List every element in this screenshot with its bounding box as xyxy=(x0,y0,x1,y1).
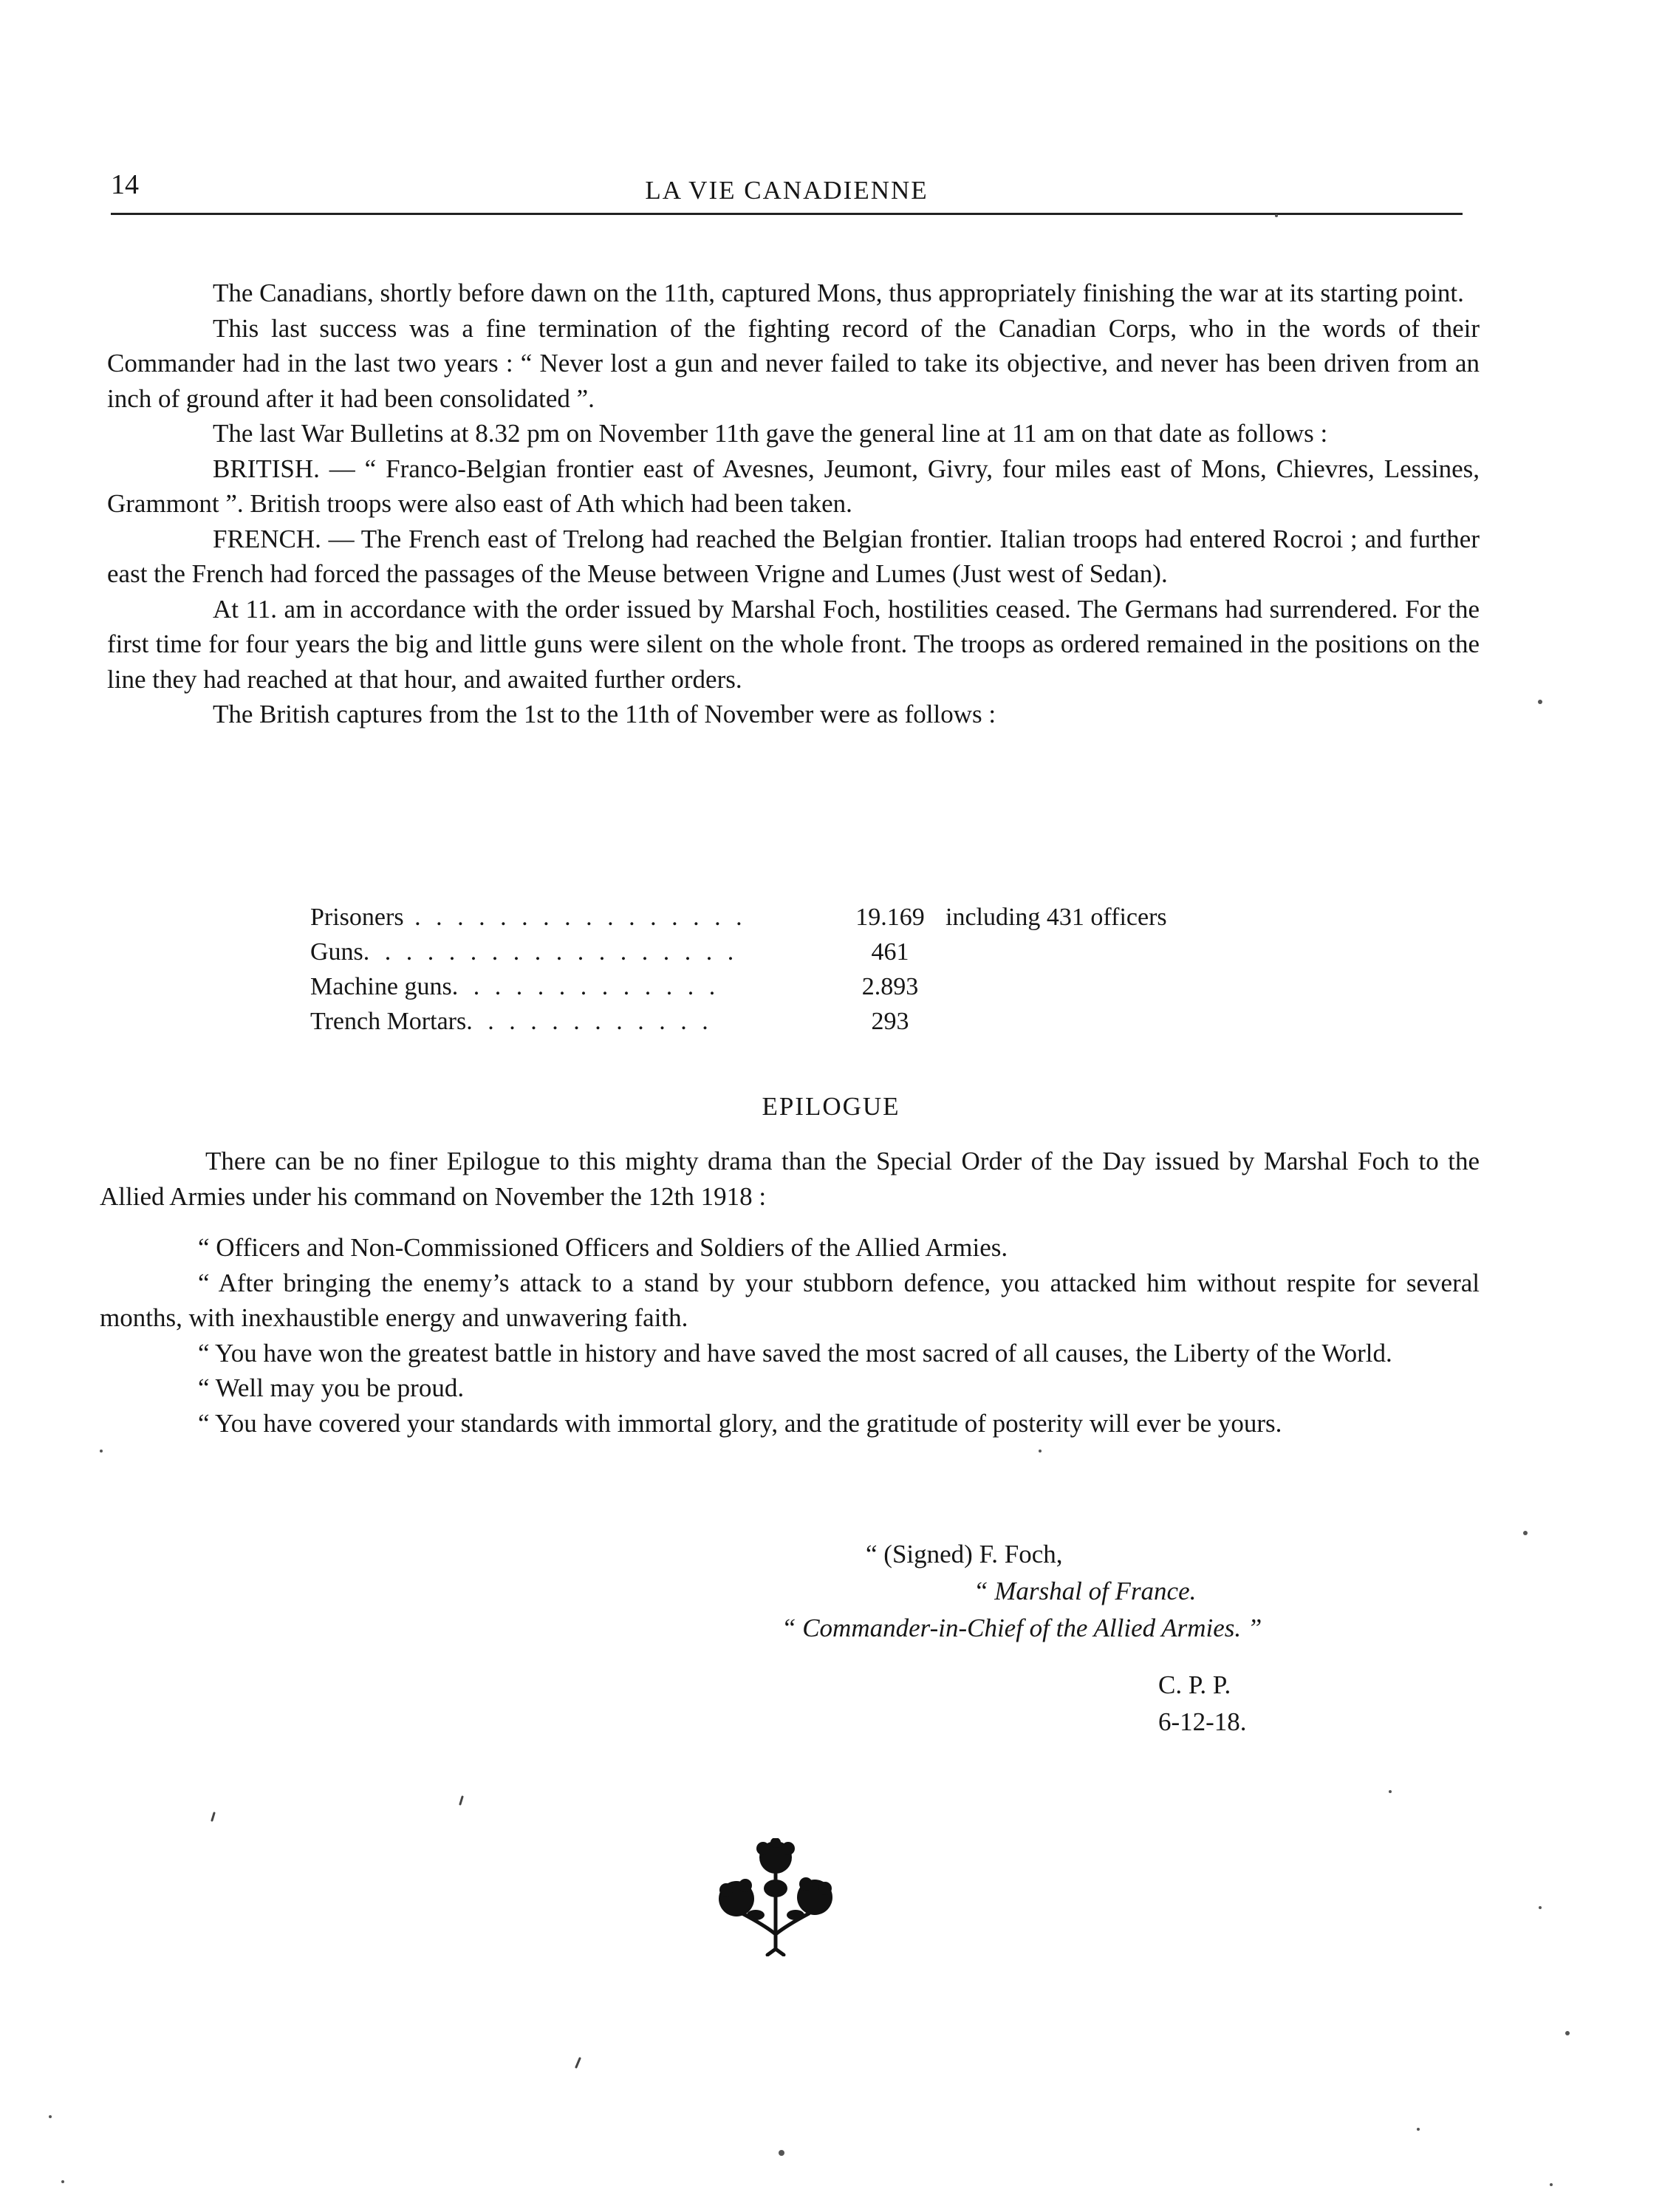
leader-dots: . . . . . . . . . . . . . . . . . . xyxy=(363,938,739,966)
order-quote-1: “ Officers and Non-Commissioned Officers and Soldiers of the Allied Armies. xyxy=(198,1233,1008,1262)
paragraph-canadian-corps: This last success was a fine termination of the fighting record of the Canadian Corps, who in the words of their Commander had in the last two years : “ Never lost a gun and never failed to take its objective, and never has been driven from an inch of ground after it had been consolidated ”. xyxy=(107,313,1480,413)
author-initials: C. P. P. xyxy=(1158,1670,1231,1699)
page-number: 14 xyxy=(111,169,139,200)
order-quote-2: “ After bringing the enemy’s attack to a stand by your stubborn defence, you attacked him without respite for several months, with inexhaustible energy and unwavering faith. xyxy=(100,1268,1480,1332)
order-quote-5: “ You have covered your standards with immortal glory, and the gratitude of posterity will ever be yours. xyxy=(198,1408,1282,1438)
capture-label: Machine guns xyxy=(310,972,452,1000)
article-date: 6-12-18. xyxy=(1158,1707,1247,1736)
leader-dots: . . . . . . . . . . . . . xyxy=(451,972,720,1000)
paragraph-mons: The Canadians, shortly before dawn on the 11th, captured Mons, thus appropriately finishing the war at its starting point. xyxy=(213,279,1464,307)
capture-label: Trench Mortars xyxy=(310,1007,467,1035)
capture-value: 293 xyxy=(871,1007,909,1035)
order-quote-4: “ Well may you be proud. xyxy=(198,1373,465,1402)
order-quote-3: “ You have won the greatest battle in history and have saved the most sacred of all causes, the Liberty of the World. xyxy=(198,1338,1392,1368)
paragraph-war-bulletins: The last War Bulletins at 8.32 pm on November 11th gave the general line at 11 am on that date as follows : xyxy=(213,419,1328,448)
capture-label: Prisoners xyxy=(310,903,404,931)
capture-value: 2.893 xyxy=(861,972,919,1000)
leader-dots: . . . . . . . . . . . . . . . . xyxy=(403,903,747,931)
capture-note: including 431 officers xyxy=(945,903,1167,931)
paragraph-armistice: At 11. am in accordance with the order issued by Marshal Foch, hostilities ceased. The Germans had surrendered. For the first time for four years the big and little guns were silent on the whole front. The troops as ordered remained in the positions on the line they had reached at that hour, and awaited further orders. xyxy=(107,594,1480,694)
epilogue-intro: There can be no finer Epilogue to this mighty drama than the Special Order of the Day issued by Marshal Foch to the Allied Armies under his command on November the 12th 1918 : xyxy=(100,1147,1480,1211)
paragraph-captures-intro: The British captures from the 1st to the 11th of November were as follows : xyxy=(213,700,996,728)
capture-value: 19.169 xyxy=(855,903,925,931)
signature-title: “ Commander-in-Chief of the Allied Armies. ” xyxy=(782,1614,1262,1642)
signature-rank: “ Marshal of France. xyxy=(974,1577,1197,1605)
french-text: — The French east of Trelong had reached the Belgian frontier. Italian troops had entered Rocroi ; and further east the French had forced the passages of the Meuse between Vrigne and Lumes (Just west of Sedan). xyxy=(107,524,1480,588)
capture-value: 461 xyxy=(871,938,909,966)
running-title: LA VIE CANADIENNE xyxy=(645,176,929,205)
signature-signed: “ (Signed) F. Foch, xyxy=(866,1540,1063,1568)
british-text: — “ Franco-Belgian frontier east of Avesnes, Jeumont, Givry, four miles east of Mons, Chievres, Lessines, Grammont ”. British troops were also east of Ath which had been taken. xyxy=(107,454,1480,518)
british-label: BRITISH. xyxy=(213,454,320,483)
leader-dots: . . . . . . . . . . . . xyxy=(466,1007,713,1035)
epilogue-heading: EPILOGUE xyxy=(762,1092,900,1121)
french-label: FRENCH. xyxy=(213,524,321,553)
capture-label: Guns xyxy=(310,938,363,966)
